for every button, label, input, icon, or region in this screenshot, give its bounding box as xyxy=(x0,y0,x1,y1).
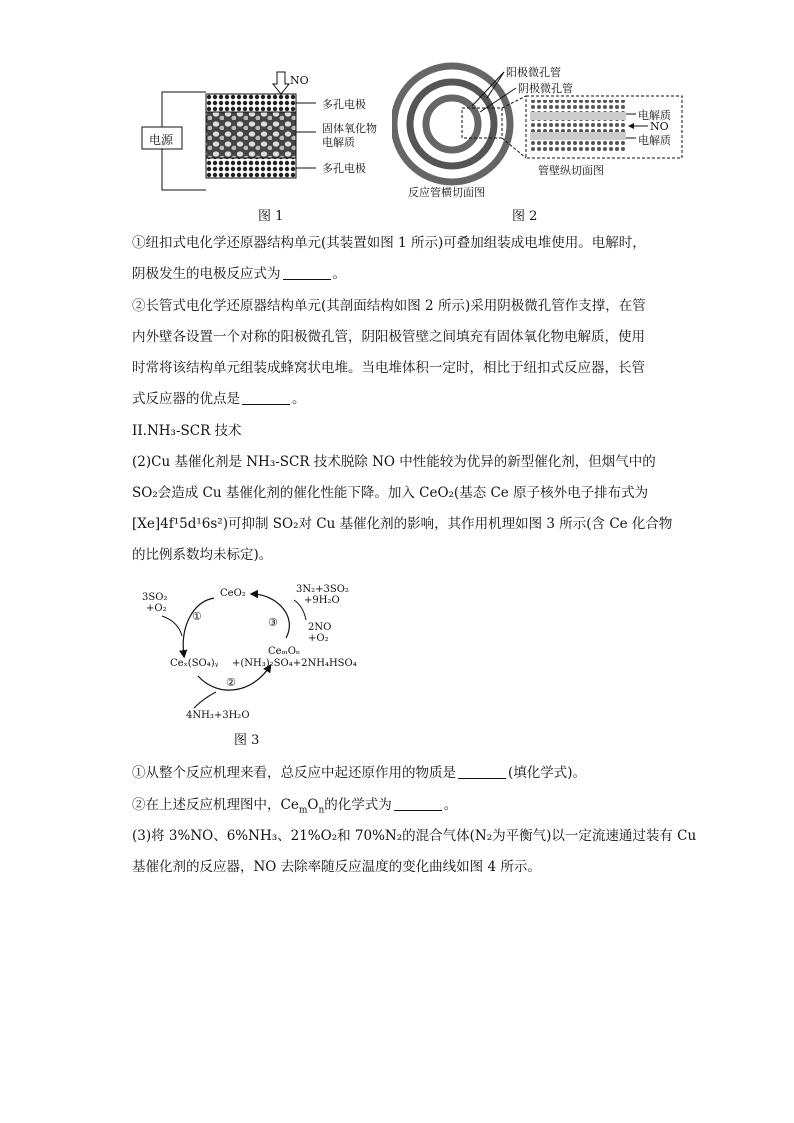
paragraph-1-line-1: ①纽扣式电化学还原器结构单元(其装置如图 1 所示)可叠加组装成电堆使用。电解时， xyxy=(132,235,646,251)
subscript-m: m xyxy=(298,805,308,816)
figure-1 xyxy=(140,70,400,200)
electrolyte-label: 电解质 xyxy=(322,136,355,149)
reactant-2-label: 4NH₃+3H₂O xyxy=(186,710,250,721)
no-label: NO xyxy=(290,74,309,87)
question-2-2 xyxy=(132,795,457,821)
mechanism-cycle xyxy=(136,580,376,728)
output-1-label: 3N₂+3SO₂ xyxy=(296,584,349,595)
question-2-line-1: (2)Cu 基催化剂是 NH₃-SCR 技术脱除 NO 中性能较为优异的新型催化剂，但烟气中的 xyxy=(132,454,656,470)
products-2-label: +(NH₃)₂SO₄+2NH₄HSO₄ xyxy=(232,658,357,669)
paragraph-2-line-4 xyxy=(132,389,306,409)
so2-input-label: 3SO₂ xyxy=(142,592,168,603)
figure-2-caption: 图 2 xyxy=(512,209,538,224)
step-2-label: ② xyxy=(226,676,236,689)
electrolyte-1-label: 电解质 xyxy=(638,109,671,122)
output-2-label: +9H₂O xyxy=(304,595,340,606)
no-input-label: 2NO xyxy=(308,622,332,633)
power-label: 电源 xyxy=(149,133,174,147)
q2-1-end: (填化学式)。 xyxy=(508,765,587,781)
answer-blank-4[interactable] xyxy=(394,796,442,811)
q2-2-end: 。 xyxy=(443,797,458,813)
cesox-label: Ceₓ(SO₄)ᵧ xyxy=(170,658,219,669)
q2-2-pre: ②在上述反应机理图中，Ce xyxy=(132,797,299,813)
question-2-line-4: 的比例系数均未标定)。 xyxy=(132,547,273,563)
question-2-line-3: [Xe]4f¹5d¹6s²)可抑制 SO₂对 Cu 基催化剂的影响，其作用机理如图 3 所示(含 Ce 化合物 xyxy=(132,516,673,532)
porous-electrode-top-label: 多孔电极 xyxy=(322,98,366,111)
q2-2-post: 的化学式为 xyxy=(324,797,392,813)
o2-input-label: +O₂ xyxy=(146,603,167,614)
ceo2-label: CeO₂ xyxy=(220,588,246,599)
no-label-2: NO xyxy=(650,120,669,133)
solid-oxide-label: 固体氧化物 xyxy=(322,122,377,135)
electrolyte-2-label: 电解质 xyxy=(638,134,671,147)
question-3-line-1: (3)将 3%NO、6%NH₃、21%O₂和 70%N₂的混合气体(N₂为平衡气)以一定流速通过装有 Cu xyxy=(132,828,697,844)
step-1-label: ① xyxy=(192,610,202,623)
figure-3 xyxy=(136,580,376,728)
paragraph-2-line-1: ②长管式电化学还原器结构单元(其剖面结构如图 2 所示)采用阴极微孔管作支撑，在管 xyxy=(132,298,646,314)
p1-b-text: 阴极发生的电极反应式为 xyxy=(132,266,281,282)
cathode-tube-label: 阴极微孔管 xyxy=(518,82,573,95)
p2-d-end: 。 xyxy=(292,391,306,407)
cross-section-caption: 反应管横切面图 xyxy=(408,186,485,199)
p1-b-end: 。 xyxy=(332,266,346,282)
porous-electrode-bottom-label: 多孔电极 xyxy=(322,162,366,175)
figure-1-caption: 图 1 xyxy=(258,209,284,224)
answer-blank-2[interactable] xyxy=(242,390,290,405)
paragraph-2-line-2: 内外壁各设置一个对称的阳极微孔管，阴阳极管壁之间填充有固体氧化物电解质，使用 xyxy=(132,329,645,345)
answer-blank-1[interactable] xyxy=(283,265,331,280)
question-3-line-2: 基催化剂的反应器，NO 去除率随反应温度的变化曲线如图 4 所示。 xyxy=(132,859,541,875)
q2-1-text: ①从整个反应机理来看，总反应中起还原作用的物质是 xyxy=(132,765,456,781)
figure-2 xyxy=(392,62,692,202)
cemon-label: CeₘOₙ xyxy=(268,646,301,657)
anode-tube-label: 阳极微孔管 xyxy=(506,66,561,79)
section-2-heading: II.NH₃-SCR 技术 xyxy=(132,423,242,439)
question-2-line-2: SO₂会造成 Cu 基催化剂的催化性能下降。加入 CeO₂(基态 Ce 原子核外电子排布式为 xyxy=(132,485,649,501)
answer-blank-3[interactable] xyxy=(458,764,506,779)
p2-d-text: 式反应器的优点是 xyxy=(132,391,240,407)
paragraph-2-line-3: 时常将该结构单元组装成蜂窝状电堆。当电堆体积一定时，相比于纽扣式反应器，长管 xyxy=(132,360,645,376)
q2-2-o: O xyxy=(307,797,319,813)
figure-3-caption: 图 3 xyxy=(234,733,260,748)
step-3-label: ③ xyxy=(268,616,278,629)
paragraph-1-line-2 xyxy=(132,264,346,284)
question-2-1 xyxy=(132,763,586,783)
longitudinal-caption: 管壁纵切面图 xyxy=(538,164,604,177)
subscript-n: n xyxy=(318,805,325,816)
o2-input-3-label: +O₂ xyxy=(308,633,329,644)
